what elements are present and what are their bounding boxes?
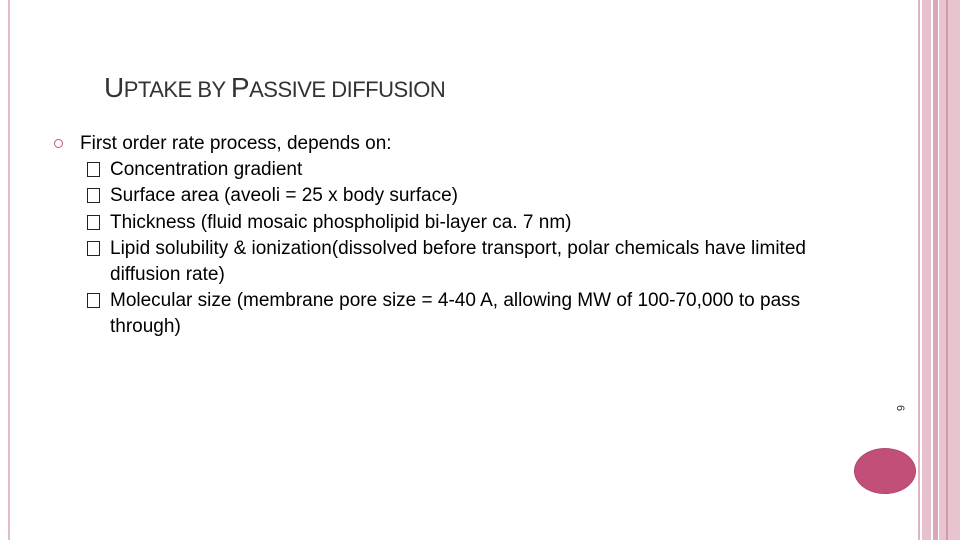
sub-bullet-text: Molecular size (membrane pore size = 4-40 A, allowing MW of 100-70,000 to pass through): [110, 290, 801, 338]
sub-bullet-item: [52, 157, 852, 183]
main-bullet-text: First order rate process, depends on:: [80, 133, 392, 154]
sub-bullet-text: Concentration gradient: [110, 159, 303, 181]
right-decor-bar-2: [922, 0, 931, 540]
title-part-3: P: [230, 72, 250, 103]
bullet-box-icon: [87, 293, 100, 308]
right-decor-bar-5: [946, 0, 948, 540]
bullet-box-icon: [87, 188, 100, 203]
sub-bullet-text: Lipid solubility & ionization(dissolved before transport, polar chemicals have limited diffusion rate): [110, 237, 806, 286]
right-decor-bar-1: [918, 0, 920, 540]
sub-bullet-text: Thickness (fluid mosaic phospholipid bi-layer ca. 7 nm): [110, 211, 572, 233]
sub-bullet-text: Surface area (aveoli = 25 x body surface): [110, 185, 458, 207]
bullet-circle-icon: [54, 139, 63, 148]
slide-body: [52, 131, 852, 341]
sub-bullet-list: [52, 157, 852, 340]
bullet-box-icon: [87, 215, 100, 230]
title-part-4: ASSIVE DIFFUSION: [249, 77, 446, 102]
slide-title: [104, 70, 445, 108]
left-border-line: [8, 0, 10, 540]
title-part-1: U: [104, 72, 124, 103]
corner-circle-decoration: [855, 449, 915, 493]
page-number: 6: [894, 404, 906, 412]
bullet-box-icon: [87, 162, 100, 177]
sub-bullet-item: [52, 210, 852, 236]
sub-bullet-item: [52, 183, 852, 209]
main-bullet: [52, 131, 852, 157]
right-decor-bar-4: [939, 0, 960, 540]
right-decor-bar-3: [933, 0, 938, 540]
sub-bullet-item: [52, 236, 852, 288]
sub-bullet-item: [52, 288, 852, 340]
bullet-box-icon: [87, 241, 100, 256]
title-part-2: PTAKE BY: [123, 77, 231, 102]
